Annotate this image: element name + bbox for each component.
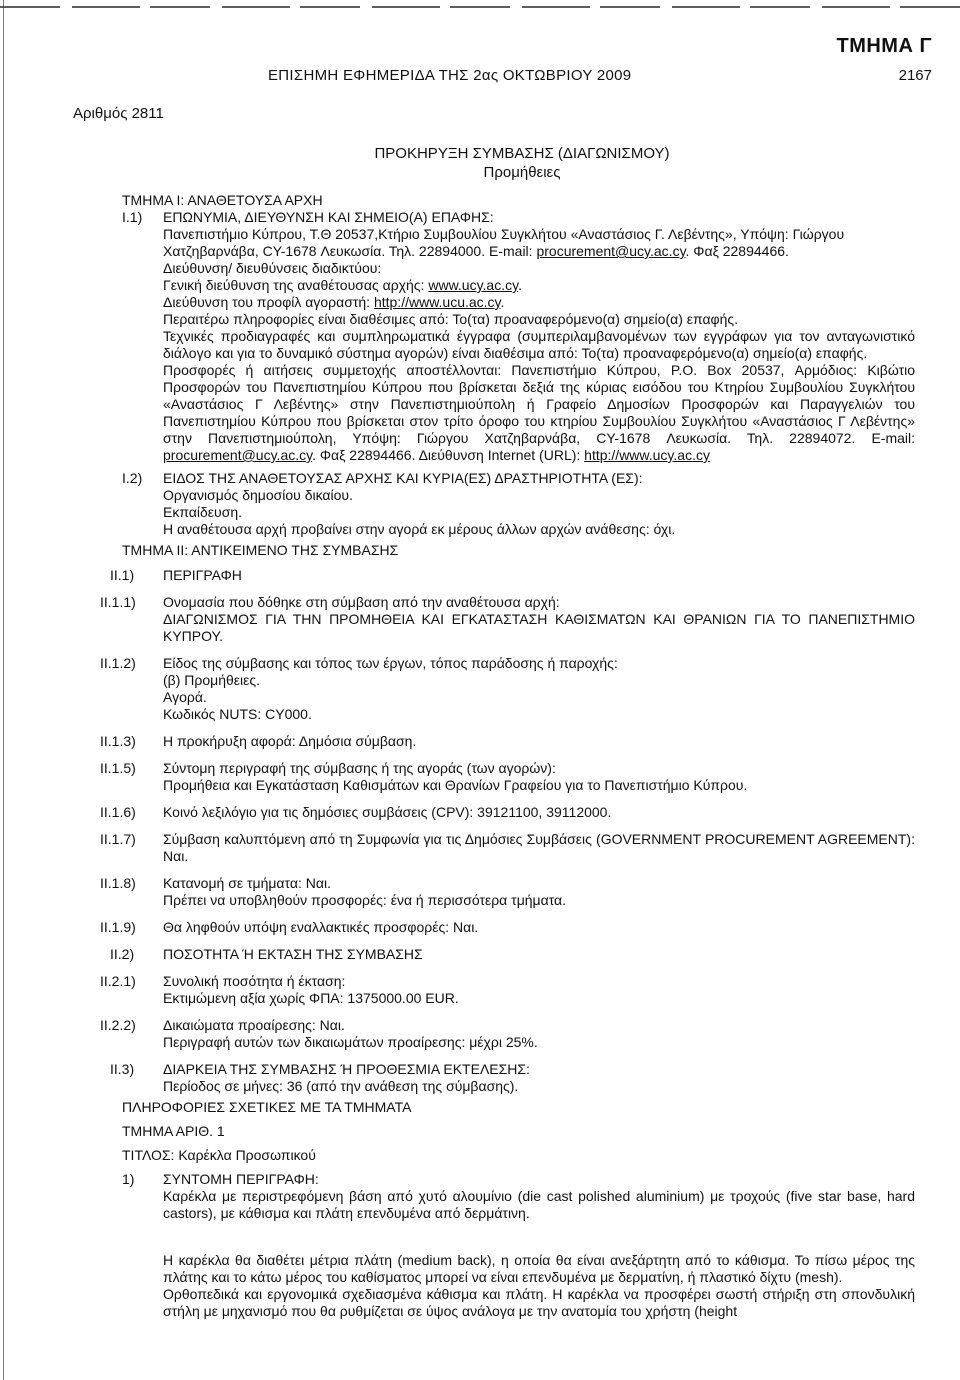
item-line: Πρέπει να υποβληθούν προσφορές: ένα ή περισσότερα τμήματα.: [163, 892, 567, 908]
general-address-label: Γενική διεύθυνση της αναθέτουσας αρχής:: [163, 277, 429, 293]
item-number: ΙΙ.1): [110, 567, 135, 583]
section-2-item: [0, 567, 960, 584]
item-number: ΙΙ.2.2): [100, 1017, 136, 1033]
section-2-item: [0, 1061, 960, 1095]
item-number: Ι.1): [122, 209, 143, 225]
section-2-item: [0, 760, 960, 794]
document-body: [0, 192, 960, 1320]
item-line: Κατανομή σε τμήματα: Ναι.: [163, 875, 331, 891]
item-content: [163, 919, 915, 936]
notice-title: ΠΡΟΚΗΡΥΞΗ ΣΥΜΒΑΣΗΣ (ΔΙΑΓΩΝΙΣΜΟΥ): [374, 145, 670, 162]
item-number: ΙΙ.1.9): [100, 919, 136, 935]
item-number: ΙΙ.1.5): [100, 760, 136, 776]
item-line: Είδος της σύμβασης και τόπος των έργων, τόπος παράδοσης ή παροχής:: [163, 655, 618, 671]
section-2-item: [0, 973, 960, 1007]
item-number: ΙΙ.2): [110, 946, 135, 962]
section-2-item: [0, 804, 960, 821]
item-content: [163, 655, 915, 723]
lot-title: ΤΙΤΛΟΣ: Καρέκλα Προσωπικού: [122, 1147, 316, 1163]
item-content: [163, 567, 915, 584]
section-2-item: [0, 1017, 960, 1051]
fax-text: . Φαξ 22894466.: [685, 243, 789, 259]
item-line: Η αναθέτουσα αρχή προβαίνει στην αγορά εκ μέρους άλλων αρχών ανάθεσης: όχι.: [163, 521, 676, 537]
item-content: [163, 1171, 915, 1320]
item-line: Συνολική ποσότητα ή έκταση:: [163, 973, 346, 989]
item-content: [163, 733, 915, 750]
item-line: Προμήθεια και Εγκατάσταση Καθισμάτων και Θρανίων Γραφείου για το Πανεπιστήμιο Κύπρου.: [163, 777, 748, 793]
section-label: ΤΜΗΜΑ Γ: [836, 35, 932, 57]
item-line: Αγορά.: [163, 689, 207, 705]
tenders-address: Προσφορές ή αιτήσεις συμμετοχής αποστέλλονται: Πανεπιστήμιο Κύπρου, P.O. Box 20537, Αρμόδιος: Κιβώτιο Προσφορών του Πανεπιστημίου Κύπρου που βρίσκεται δεξιά της κύριας εισόδου του Κτηρίου Συμβουλίου Συγκλήτου «Αναστάσιος Γ Λεβέντης» στην Πανεπιστημιούπολη ή Γραφείο Δημοσίων Προσφορών και Παραγγελιών του Πανεπιστημίου Κύπρου που βρίσκεται στον τρίτο όροφο του κτηρίου Συμβουλίου Συγκλήτου «Αναστάσιος Γ Λεβέντης» στην Πανεπιστημιούπολη, Υπόψη: Γιώργου Χατζηβαρνάβα, CY-1678 Λευκωσία. Τηλ. 22894072. E-mail:: [163, 362, 915, 446]
section-2-item: [0, 655, 960, 723]
web-heading: Διεύθυνση/ διευθύνσεις διαδικτύου:: [163, 260, 382, 276]
item-line: Περίοδος σε μήνες: 36 (από την ανάθεση της σύμβασης).: [163, 1078, 519, 1094]
item-line: Σύντομη περιγραφή της σύμβασης ή της αγοράς (των αγορών):: [163, 760, 556, 776]
item-number: ΙΙ.1.1): [100, 594, 136, 610]
item-i1: [0, 209, 960, 464]
item-number: ΙΙ.1.3): [100, 733, 136, 749]
item-title: ΣΥΝΤΟΜΗ ΠΕΡΙΓΡΑΦΗ:: [163, 1171, 319, 1187]
item-number: ΙΙ.1.2): [100, 655, 136, 671]
item-i2: [0, 470, 960, 538]
lots-heading: ΠΛΗΡΟΦΟΡΙΕΣ ΣΧΕΤΙΚΕΣ ΜΕ ΤΑ ΤΜΗΜΑΤΑ: [122, 1099, 412, 1115]
gazette-title: ΕΠΙΣΗΜΗ ΕΦΗΜΕΡΙΔΑ ΤΗΣ 2ας ΟΚΤΩΒΡΙΟΥ 2009: [268, 67, 632, 84]
ergonomics-text: Ορθοπεδικά και εργονομικά σχεδιασμένα κάθισμα και πλάτη. Η καρέκλα να προσφέρει σωστή στήριξη στη σπονδυλική στήλη με μηχανισμό που θα ρυθμίζεται σε ύψος ανάλογα με την ανατομία του χρήστη (height: [163, 1286, 915, 1319]
contact-text: Χατζηβαρνάβα, CY-1678 Λευκωσία. Τηλ. 22894000. E-mail:: [163, 243, 537, 259]
item-title: ΕΠΩΝΥΜΙΑ, ΔΙΕΥΘΥΝΣΗ ΚΑΙ ΣΗΜΕΙΟ(Α) ΕΠΑΦΗΣ:: [163, 209, 494, 225]
section-1-heading: ΤΜΗΜΑ Ι: ΑΝΑΘΕΤΟΥΣΑ ΑΡΧΗ: [122, 192, 323, 208]
item-content: [163, 1017, 915, 1051]
buyer-profile-link[interactable]: http://www.ucu.ac.cy: [373, 294, 501, 310]
more-info-text: Περαιτέρω πληροφορίες είναι διαθέσιμες από: Το(τα) προαναφερόμενο(α) σημείο(α) επαφής.: [163, 311, 739, 327]
buyer-profile-label: Διεύθυνση του προφίλ αγοραστή:: [163, 294, 374, 310]
item-content: [163, 594, 915, 645]
item-number: 1): [122, 1171, 135, 1187]
lot-description-text: Καρέκλα με περιστρεφόμενη βάση από χυτό αλουμίνιο (die cast polished aluminium) με τροχούς (five star base, hard castors), με κάθισμα και πλάτη επενδυμένα από δερμάτινη.: [163, 1188, 915, 1221]
item-number: ΙΙ.2.1): [100, 973, 136, 989]
item-number: ΙΙ.1.8): [100, 875, 136, 891]
item-line: ΠΕΡΙΓΡΑΦΗ: [163, 567, 242, 583]
item-title: ΕΙΔΟΣ ΤΗΣ ΑΝΑΘΕΤΟΥΣΑΣ ΑΡΧΗΣ ΚΑΙ ΚΥΡΙΑ(ΕΣ) ΔΡΑΣΤΗΡΙΟΤΗΤΑ (ΕΣ):: [163, 470, 643, 486]
item-line: ΠΟΣΟΤΗΤΑ Ή ΕΚΤΑΣΗ ΤΗΣ ΣΥΜΒΑΣΗΣ: [163, 946, 423, 962]
item-line: ΔΙΑΓΩΝΙΣΜΟΣ ΓΙΑ ΤΗΝ ΠΡΟΜΗΘΕΙΑ ΚΑΙ ΕΓΚΑΤΑΣΤΑΣΗ ΚΑΘΙΣΜΑΤΩΝ ΚΑΙ ΘΡΑΝΙΩΝ ΓΙΑ ΤΟ ΠΑΝΕΠΙΣΤΗΜΙΟ ΚΥΠΡΟΥ.: [163, 611, 915, 644]
item-line: Η προκήρυξη αφορά: Δημόσια σύμβαση.: [163, 733, 417, 749]
section-2-item: [0, 919, 960, 936]
address-line: Πανεπιστήμιο Κύπρου, Τ.Θ 20537,Κτήριο Συμβουλίου Συγκλήτου «Αναστάσιος Γ. Λεβέντης», Υπόψη: Γιώργου: [163, 226, 845, 242]
item-number: ΙΙ.1.6): [100, 804, 136, 820]
general-url-link[interactable]: www.ucy.ac.cy: [428, 277, 519, 293]
item-line: ΔΙΑΡΚΕΙΑ ΤΗΣ ΣΥΜΒΑΣΗΣ Ή ΠΡΟΘΕΣΜΙΑ ΕΚΤΕΛΕΣΗΣ:: [163, 1061, 530, 1077]
period: .: [500, 294, 505, 310]
item-line: Εκπαίδευση.: [163, 504, 243, 520]
email-link[interactable]: procurement@ucy.ac.cy: [536, 243, 686, 259]
tenders-text: [163, 362, 915, 464]
item-number: Ι.2): [122, 470, 143, 486]
period: .: [518, 277, 522, 293]
item-content: [163, 1061, 915, 1095]
item-line: Περιγραφή αυτών των δικαιωμάτων προαίρεσης: μέχρι 25%.: [163, 1034, 538, 1050]
scan-edge-top: [0, 6, 960, 8]
item-line: Κωδικός NUTS: CY000.: [163, 706, 312, 722]
section-2-item: [0, 733, 960, 750]
general-address-line: [163, 277, 915, 294]
item-content: [163, 831, 915, 865]
item-content: [163, 804, 915, 821]
section-2-items: [0, 567, 960, 1095]
notice-number: Αριθμός 2811: [73, 105, 164, 122]
item-number: ΙΙ.1.7): [100, 831, 136, 847]
item-content: [163, 973, 915, 1007]
item-content: [163, 875, 915, 909]
item-line: Ονομασία που δόθηκε στη σύμβαση από την αναθέτουσα αρχή:: [163, 594, 560, 610]
item-content: [163, 760, 915, 794]
tenders-url-link[interactable]: http://www.ucy.ac.cy: [584, 447, 710, 463]
item-line: Εκτιμώμενη αξία χωρίς ΦΠΑ: 1375000.00 EUR.: [163, 990, 459, 1006]
notice-subtitle: Προμήθειες: [483, 164, 561, 181]
item-line: Κοινό λεξιλόγιο για τις δημόσιες συμβάσεις (CPV): 39121100, 39112000.: [163, 804, 612, 820]
section-2-item: [0, 831, 960, 865]
item-number: ΙΙ.3): [110, 1061, 135, 1077]
page-number: 2167: [898, 67, 932, 84]
lot-number: ΤΜΗΜΑ ΑΡΙΘ. 1: [122, 1123, 225, 1139]
back-description-text: Η καρέκλα θα διαθέτει μέτρια πλάτη (medium back), η οποία θα είναι ανεξάρτητη από το κάθισμα. Το πίσω μέρος της πλάτης και το κάτω μέρος του καθίσματος μπορεί να είναι επενδυμένα με δερματίνη, ή πλαστικό δίχτυ (mesh).: [163, 1252, 915, 1285]
section-2-heading: ΤΜΗΜΑ ΙΙ: ΑΝΤΙΚΕΙΜΕΝΟ ΤΗΣ ΣΥΜΒΑΣΗΣ: [122, 542, 399, 558]
item-content: [163, 946, 915, 963]
spacer: [163, 1222, 915, 1252]
item-content: [163, 209, 915, 464]
lot-description: [0, 1171, 960, 1320]
item-content: [163, 470, 915, 538]
section-2-item: [0, 946, 960, 963]
item-line: Οργανισμός δημοσίου δικαίου.: [163, 487, 353, 503]
item-line: (β) Προμήθειες.: [163, 672, 260, 688]
item-line: Δικαιώματα προαίρεσης: Ναι.: [163, 1017, 345, 1033]
buyer-profile-line: [163, 294, 915, 311]
technical-specs-text: Τεχνικές προδιαγραφές και συμπληρωματικά έγγραφα (συμπεριλαμβανομένων των εγγράφων για τον ανταγωνιστικό διάλογο και για το δυναμικό σύστημα αγορών) είναι διαθέσιμα από: Το(τα) προαναφερόμενο(α) σημείο(α) επαφής.: [163, 328, 915, 361]
item-line: Σύμβαση καλυπτόμενη από τη Συμφωνία για τις Δημόσιες Συμβάσεις (GOVERNMENT PROCUREMENT AGREEMENT): Ναι.: [163, 831, 915, 864]
section-2-item: [0, 594, 960, 645]
tenders-email-link[interactable]: procurement@ucy.ac.cy: [163, 447, 313, 463]
item-line: Θα ληφθούν υπόψη εναλλακτικές προσφορές: Ναι.: [163, 919, 479, 935]
section-2-item: [0, 875, 960, 909]
address-line-contact: [163, 243, 915, 260]
tenders-fax: . Φαξ 22894466. Διεύθυνση Internet (URL):: [312, 447, 585, 463]
